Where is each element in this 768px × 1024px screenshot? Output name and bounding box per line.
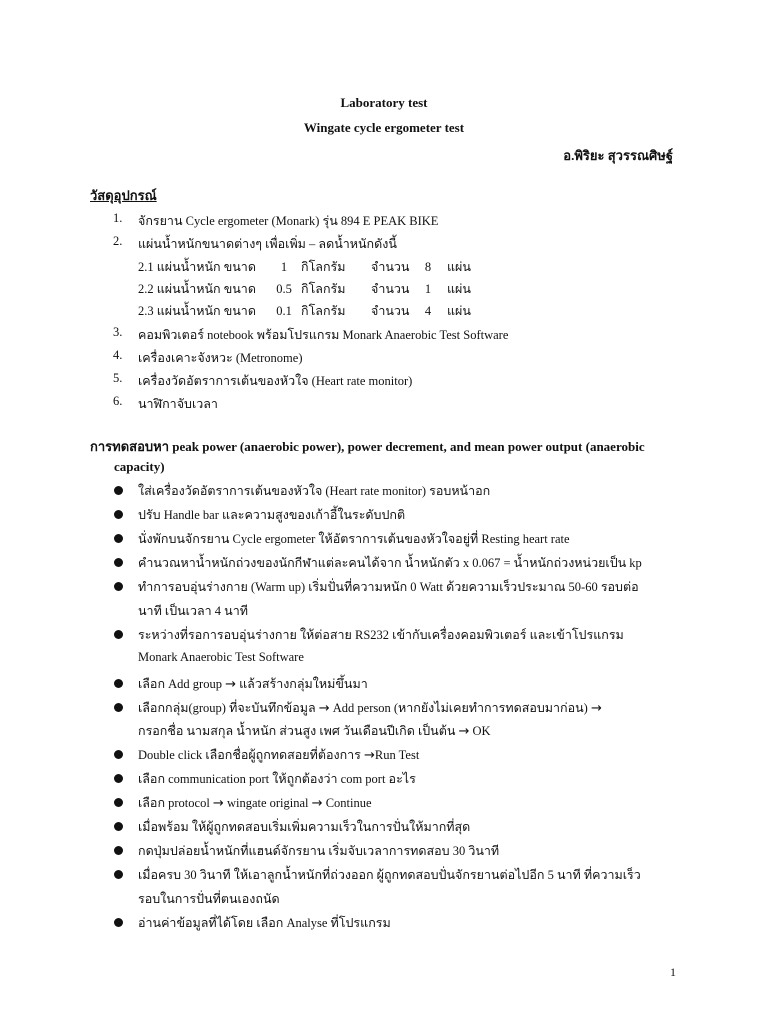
equipment-item-number: 1.	[113, 211, 123, 225]
plate-label: 2.1 แผ่นน้ำหนัก ขนาด	[138, 260, 256, 274]
procedure-step: นั่งพักบนจักรยาน Cycle ergometer ให้อัตราการเต้นของหัวใจอยู่ที่ Resting heart rate	[138, 532, 570, 546]
document-subtitle: Wingate cycle ergometer test	[303, 120, 465, 135]
equipment-item-number: 3.	[113, 325, 123, 339]
weight-plate-row	[138, 301, 471, 321]
bullet-icon	[114, 918, 123, 927]
procedure-step: กดปุ่มปล่อยน้ำหนักที่แฮนด์จักรยาน เริ่มจับเวลาการทดสอบ 30 วินาที	[138, 844, 500, 858]
plate-unit: กิโลกรัม	[301, 260, 346, 274]
arrow-right-icon: →	[212, 796, 224, 811]
bullet-icon	[114, 534, 123, 543]
plate-qty-label: จำนวน	[371, 304, 410, 318]
procedure-step: ทำการอบอุ่นร่างกาย (Warm up) เริ่มปั่นที่ความหนัก 0 Watt ด้วยความเร็วประมาณ 50-60 รอบต่อ	[138, 580, 639, 594]
arrow-right-icon: →	[364, 748, 375, 763]
equipment-item-text: เครื่องเคาะจังหวะ (Metronome)	[138, 351, 303, 365]
equipment-heading-text: วัสดุอุปกรณ์	[90, 188, 157, 203]
procedure-step: ใส่เครื่องวัดอัตราการเต้นของหัวใจ (Heart rate monitor) รอบหน้าอก	[138, 484, 491, 498]
procedure-step: อ่านค่าข้อมูลที่ได้โดย เลือก Analyse ที่โปรแกรม	[138, 916, 391, 930]
procedure-step: เลือก protocol → wingate original → Continue	[138, 796, 372, 811]
bullet-icon	[114, 679, 123, 688]
equipment-item-text: แผ่นน้ำหนักขนาดต่างๆ เพื่อเพิ่ม – ลดน้ำหนักดังนี้	[138, 237, 397, 251]
equipment-item-text: คอมพิวเตอร์ notebook พร้อมโปรแกรม Monark Anaerobic Test Software	[138, 328, 509, 342]
arrow-right-icon: →	[590, 701, 602, 716]
procedure-step-continuation: รอบในการปั่นที่ตนเองถนัด	[138, 892, 280, 906]
procedure-heading-line1: การทดสอบหา peak power (anaerobic power), power decrement, and mean power output (anaerobic	[90, 439, 645, 454]
plate-unit: กิโลกรัม	[301, 304, 346, 318]
plate-size: 0.5	[276, 282, 292, 296]
procedure-step: เมื่อครบ 30 วินาที ให้เอาลูกน้ำหนักที่ถ่วงออก ผู้ถูกทดสอบปั่นจักรยานต่อไปอีก 5 นาที ที่ความเร็ว	[138, 868, 641, 882]
bullet-icon	[114, 846, 123, 855]
weight-plate-row	[138, 279, 471, 299]
bullet-icon	[114, 510, 123, 519]
procedure-step: ปรับ Handle bar และความสูงของเก้าอี้ในระดับปกติ	[138, 508, 406, 522]
arrow-right-icon: →	[311, 796, 323, 811]
equipment-heading	[90, 185, 157, 206]
bullet-icon	[114, 750, 123, 759]
bullet-icon	[114, 558, 123, 567]
procedure-step-continuation: กรอกชื่อ นามสกุล น้ำหนัก ส่วนสูง เพศ วันเดือนปีเกิด เป็นต้น → OK	[138, 724, 491, 739]
equipment-item-text: เครื่องวัดอัตราการเต้นของหัวใจ (Heart rate monitor)	[138, 374, 413, 388]
procedure-step: Double click เลือกชื่อผู้ถูกทดสอยที่ต้องการ →Run Test	[138, 748, 420, 763]
weight-plate-row	[138, 257, 471, 277]
procedure-step: คำนวณหาน้ำหนักถ่วงของนักกีฬาแต่ละคนได้จาก น้ำหนักตัว x 0.067 = น้ำหนักถ่วงหน่วยเป็น kp	[138, 556, 642, 570]
plate-qty-label: จำนวน	[371, 282, 410, 296]
equipment-item-number: 6.	[113, 394, 123, 408]
bullet-icon	[114, 798, 123, 807]
bullet-icon	[114, 870, 123, 879]
equipment-item-number: 2.	[113, 234, 123, 248]
plate-qty-unit: แผ่น	[447, 304, 471, 318]
plate-size: 1	[280, 260, 288, 274]
plate-qty-label: จำนวน	[371, 260, 410, 274]
page-number: 1	[670, 965, 676, 979]
plate-qty: 1	[424, 282, 432, 296]
arrow-right-icon: →	[458, 724, 470, 739]
plate-qty: 4	[424, 304, 432, 318]
procedure-step: เลือก communication port ให้ถูกต้องว่า com port อะไร	[138, 772, 416, 786]
equipment-item-text: จักรยาน Cycle ergometer (Monark) รุ่น 894 E PEAK BIKE	[138, 214, 439, 228]
procedure-step: เลือกกลุ่ม(group) ที่จะบันทึกข้อมูล → Add person (หากยังไม่เคยทำการทดสอบมาก่อน) →	[138, 701, 602, 716]
procedure-step: เมื่อพร้อม ให้ผู้ถูกทดสอบเริ่มเพิ่มความเร็วในการปั่นให้มากที่สุด	[138, 820, 471, 834]
bullet-icon	[114, 774, 123, 783]
document-title: Laboratory test	[340, 95, 428, 110]
procedure-step: เลือก Add group → แล้วสร้างกลุ่มใหม่ขึ้นมา	[138, 677, 368, 692]
plate-qty-unit: แผ่น	[447, 260, 471, 274]
procedure-step-continuation: Monark Anaerobic Test Software	[138, 650, 304, 664]
equipment-item-text: นาฬิกาจับเวลา	[138, 397, 218, 411]
arrow-right-icon: →	[225, 677, 236, 692]
plate-qty-unit: แผ่น	[447, 282, 471, 296]
bullet-icon	[114, 822, 123, 831]
bullet-icon	[114, 582, 123, 591]
plate-label: 2.3 แผ่นน้ำหนัก ขนาด	[138, 304, 256, 318]
plate-qty: 8	[424, 260, 432, 274]
plate-label: 2.2 แผ่นน้ำหนัก ขนาด	[138, 282, 256, 296]
equipment-item-number: 4.	[113, 348, 123, 362]
equipment-item-number: 5.	[113, 371, 123, 385]
author-name: อ.พิริยะ สุวรรณศิษฐ์	[563, 148, 673, 163]
procedure-step: ระหว่างที่รอการอบอุ่นร่างกาย ให้ต่อสาย RS232 เข้ากับเครื่องคอมพิวเตอร์ และเข้าโปรแกรม	[138, 628, 624, 642]
arrow-right-icon: →	[318, 701, 330, 716]
plate-size: 0.1	[276, 304, 292, 318]
plate-unit: กิโลกรัม	[301, 282, 346, 296]
procedure-heading-line2: capacity)	[114, 459, 165, 474]
procedure-step-continuation: นาที เป็นเวลา 4 นาที	[138, 604, 248, 618]
bullet-icon	[114, 486, 123, 495]
bullet-icon	[114, 703, 123, 712]
bullet-icon	[114, 630, 123, 639]
